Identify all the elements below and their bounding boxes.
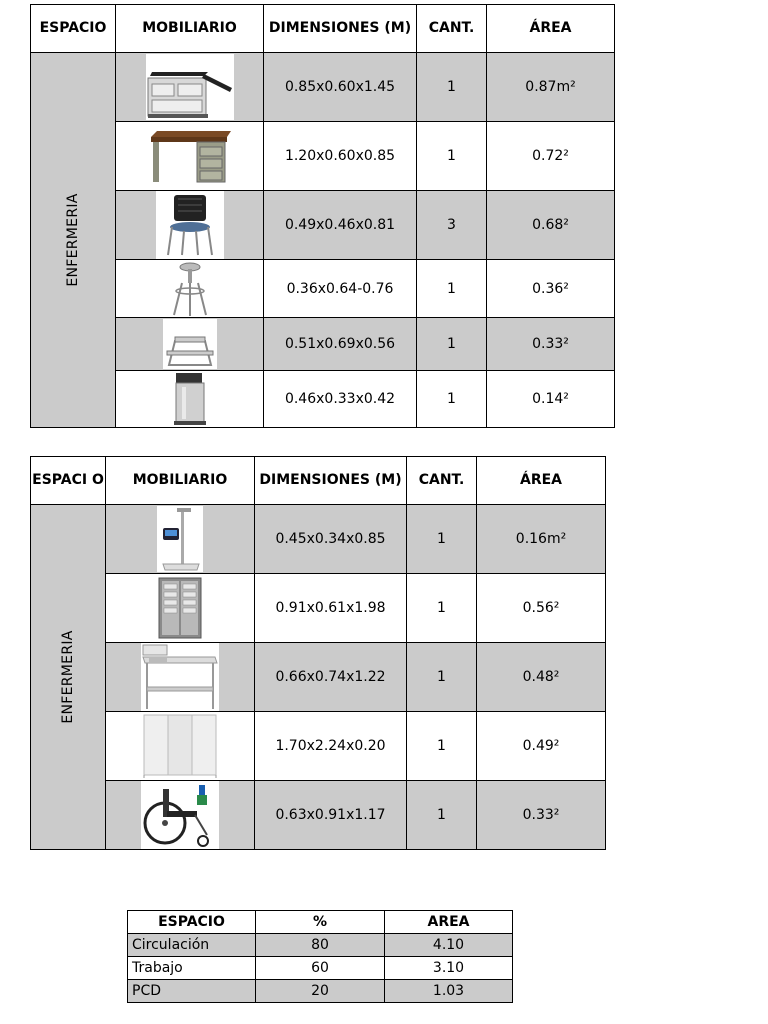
scale-icon	[157, 506, 203, 572]
percent-cell: 20	[256, 980, 385, 1003]
desk-icon	[147, 125, 233, 187]
table-row	[31, 371, 615, 428]
area-cell: 0.48²	[477, 643, 606, 712]
quantity-cell: 1	[417, 371, 487, 428]
table-row	[31, 574, 606, 643]
quantity-cell: 3	[417, 191, 487, 260]
header-espacio: ESPACI O	[31, 457, 106, 505]
table-row	[128, 934, 513, 957]
dimensions-cell: 1.20x0.60x0.85	[264, 122, 417, 191]
furniture-image-cell	[106, 505, 255, 574]
table-row	[31, 318, 615, 371]
area-cell: 4.10	[385, 934, 513, 957]
area-cell: 0.87m²	[487, 53, 615, 122]
area-cell: 1.03	[385, 980, 513, 1003]
dimensions-cell: 0.45x0.34x0.85	[255, 505, 407, 574]
quantity-cell: 1	[407, 712, 477, 781]
area-cell: 3.10	[385, 957, 513, 980]
quantity-cell: 1	[417, 53, 487, 122]
header-area: AREA	[385, 911, 513, 934]
furniture-image-cell	[116, 122, 264, 191]
supply-cabinet-icon	[157, 576, 203, 640]
header-area: ÁREA	[487, 5, 615, 53]
examination-table-icon	[146, 54, 234, 120]
header-espacio: ESPACIO	[128, 911, 256, 934]
table-row	[128, 957, 513, 980]
header-dimensiones: DIMENSIONES (M)	[255, 457, 407, 505]
dimensions-cell: 0.46x0.33x0.42	[264, 371, 417, 428]
quantity-cell: 1	[417, 260, 487, 318]
header-mobiliario: MOBILIARIO	[106, 457, 255, 505]
dimensions-cell: 0.49x0.46x0.81	[264, 191, 417, 260]
table-row	[31, 712, 606, 781]
trash-bin-icon	[168, 371, 212, 427]
header-espacio: ESPACIO	[31, 5, 116, 53]
quantity-cell: 1	[407, 643, 477, 712]
percent-cell: 60	[256, 957, 385, 980]
table-row	[31, 260, 615, 318]
espacio-label: ENFERMERIA	[65, 193, 81, 287]
espacio-cell	[31, 505, 106, 850]
furniture-image-cell	[116, 53, 264, 122]
furniture-image-cell	[106, 781, 255, 850]
area-cell: 0.36²	[487, 260, 615, 318]
dimensions-cell: 0.91x0.61x1.98	[255, 574, 407, 643]
sink-table-icon	[141, 643, 219, 711]
area-cell: 0.33²	[477, 781, 606, 850]
furniture-table-2	[30, 456, 606, 850]
table-row	[31, 781, 606, 850]
furniture-image-cell	[116, 318, 264, 371]
table-header-row	[31, 457, 606, 505]
dimensions-cell: 0.36x0.64-0.76	[264, 260, 417, 318]
dimensions-cell: 0.63x0.91x1.17	[255, 781, 407, 850]
stool-icon	[168, 261, 212, 317]
header-dimensiones: DIMENSIONES (M)	[264, 5, 417, 53]
header-area: ÁREA	[477, 457, 606, 505]
espacio-cell: Trabajo	[128, 957, 256, 980]
dimensions-cell: 0.51x0.69x0.56	[264, 318, 417, 371]
chair-icon	[156, 191, 224, 259]
area-cell: 0.49²	[477, 712, 606, 781]
table-header-row	[128, 911, 513, 934]
quantity-cell: 1	[417, 318, 487, 371]
espacio-cell: PCD	[128, 980, 256, 1003]
furniture-image-cell	[116, 260, 264, 318]
furniture-image-cell	[106, 574, 255, 643]
area-cell: 0.72²	[487, 122, 615, 191]
table-header-row	[31, 5, 615, 53]
folding-screen-icon	[140, 713, 220, 779]
header-cantidad: CANT.	[417, 5, 487, 53]
furniture-image-cell	[116, 191, 264, 260]
quantity-cell: 1	[417, 122, 487, 191]
quantity-cell: 1	[407, 781, 477, 850]
table-row	[128, 980, 513, 1003]
dimensions-cell: 0.66x0.74x1.22	[255, 643, 407, 712]
table-row	[31, 191, 615, 260]
wheelchair-icon	[141, 781, 219, 849]
area-cell: 0.16m²	[477, 505, 606, 574]
dimensions-cell: 0.85x0.60x1.45	[264, 53, 417, 122]
table-row	[31, 53, 615, 122]
area-cell: 0.14²	[487, 371, 615, 428]
header-cantidad: CANT.	[407, 457, 477, 505]
step-stool-icon	[163, 319, 217, 369]
dimensions-cell: 1.70x2.24x0.20	[255, 712, 407, 781]
table-row	[31, 505, 606, 574]
furniture-table-1	[30, 4, 615, 428]
quantity-cell: 1	[407, 505, 477, 574]
espacio-cell	[31, 53, 116, 428]
table-row	[31, 122, 615, 191]
area-cell: 0.33²	[487, 318, 615, 371]
espacio-cell: Circulación	[128, 934, 256, 957]
percent-cell: 80	[256, 934, 385, 957]
summary-table	[127, 910, 513, 1003]
furniture-image-cell	[116, 371, 264, 428]
furniture-image-cell	[106, 643, 255, 712]
table-row	[31, 643, 606, 712]
header-percent: %	[256, 911, 385, 934]
espacio-label: ENFERMERIA	[60, 630, 76, 724]
area-cell: 0.56²	[477, 574, 606, 643]
furniture-image-cell	[106, 712, 255, 781]
quantity-cell: 1	[407, 574, 477, 643]
area-cell: 0.68²	[487, 191, 615, 260]
header-mobiliario: MOBILIARIO	[116, 5, 264, 53]
